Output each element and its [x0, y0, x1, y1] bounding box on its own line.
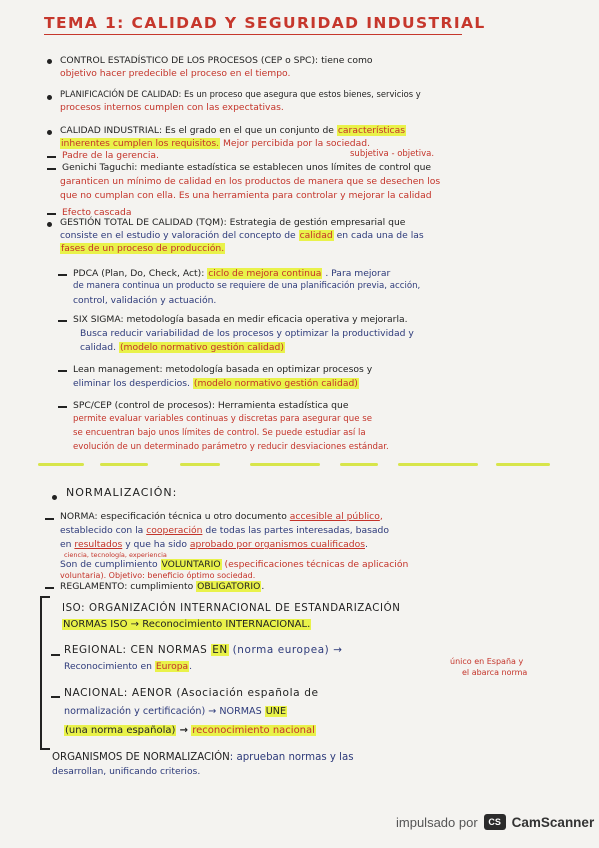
- text-line: Genichi Taguchi: mediante estadística se establecen unos límites de control que: [62, 162, 432, 173]
- text-line: objetivo hacer predecible el proceso en el tiempo.: [60, 68, 291, 79]
- text-line: se encuentran bajo unos límites de control. Se puede estudiar así la: [73, 428, 366, 438]
- text-line: voluntaria). Objetivo: beneficio óptimo sociedad.: [60, 571, 256, 580]
- bullet-icon: [47, 222, 52, 227]
- dash-marker: [51, 654, 60, 656]
- text-line: en: [60, 539, 72, 550]
- text-line: ,: [379, 511, 383, 522]
- text-line: .: [365, 539, 368, 550]
- text-line: subjetiva - objetiva.: [350, 149, 435, 159]
- annotation: el abarca norma: [462, 668, 528, 677]
- highlighted-text: Europa: [155, 661, 189, 672]
- dash-marker: [58, 370, 67, 372]
- text-line: permite evaluar variables continuas y discretas para asegurar que se: [73, 414, 372, 424]
- text-line: desarrollan, unificando criterios.: [52, 766, 201, 777]
- text-line: REGIONAL: CEN NORMAS: [64, 644, 208, 656]
- text-line: .: [189, 661, 193, 672]
- title-underline: [44, 34, 462, 35]
- text-line: evolución de un determinado parámetro y reducir desviaciones estándar.: [73, 442, 389, 452]
- camscanner-logo-icon: CS: [484, 814, 506, 830]
- dash-marker: [47, 213, 56, 215]
- text-line: Efecto cascada: [62, 207, 132, 218]
- text-line: NORMA: especificación técnica u otro documento: [60, 511, 287, 522]
- dash-marker: [45, 587, 54, 589]
- text-line: SPC/CEP (control de procesos): Herramienta estadística que: [73, 400, 349, 411]
- highlighter-divider: [100, 463, 148, 466]
- text-line: garanticen un mínimo de calidad en los productos de manera que se desechen los: [60, 176, 441, 187]
- highlighter-divider: [180, 463, 220, 466]
- underlined-text: accesible al público: [289, 511, 380, 522]
- text-line: que no cumplan con ella. Es una herramienta para controlar y mejorar la calidad: [60, 190, 432, 201]
- highlighted-text: fases de un proceso de producción.: [61, 243, 225, 254]
- text-line: PDCA (Plan, Do, Check, Act):: [73, 268, 205, 279]
- text-line: eliminar los desperdicios.: [73, 378, 190, 389]
- bullet-icon: [47, 59, 52, 64]
- highlighted-text: (modelo normativo gestión calidad): [193, 378, 358, 389]
- text-line: calidad.: [80, 342, 117, 353]
- text-line: Padre de la gerencia.: [62, 150, 159, 161]
- text-line: (especificaciones técnicas de aplicación: [224, 559, 409, 570]
- dash-marker: [47, 168, 56, 170]
- text-line: CONTROL ESTADÍSTICO DE LOS PROCESOS (CEP o SPC): tiene como: [60, 55, 373, 66]
- section-heading: ORGANISMOS DE NORMALIZACIÓN: [52, 752, 230, 763]
- text-line: Lean management: metodología basada en optimizar procesos y: [73, 364, 373, 375]
- section-heading: NORMALIZACIÓN:: [66, 486, 178, 499]
- camscanner-watermark: [396, 814, 594, 830]
- text-line: : aprueban normas y las: [229, 752, 354, 763]
- text-line: ciencia, tecnología, experiencia: [64, 551, 167, 559]
- text-line: PLANIFICACIÓN DE CALIDAD: Es un proceso que asegura que estos bienes, servicios y: [60, 89, 421, 99]
- group-bracket: [40, 596, 50, 750]
- text-line: normalización y certificación) → NORMAS: [64, 706, 262, 717]
- underlined-text: aprobado por organismos cualificados: [189, 539, 365, 550]
- text-line: CALIDAD INDUSTRIAL: Es el grado en el que un conjunto de: [60, 125, 334, 136]
- text-line: procesos internos cumplen con las expectativas.: [60, 102, 284, 113]
- bullet-icon: [52, 495, 57, 500]
- dash-marker: [51, 696, 60, 698]
- text-line: consiste en el estudio y valoración del concepto de: [60, 230, 296, 241]
- dash-marker: [45, 518, 54, 520]
- highlighter-divider: [496, 463, 550, 466]
- dash-marker: [58, 406, 67, 408]
- highlighted-text: EN: [212, 644, 228, 656]
- text-line: control, validación y actuación.: [73, 295, 217, 306]
- text-line: establecido con la: [60, 525, 144, 536]
- bullet-icon: [47, 95, 52, 100]
- highlighter-divider: [250, 463, 320, 466]
- dash-marker: [58, 320, 67, 322]
- dash-marker: [58, 274, 67, 276]
- highlighted-text: VOLUNTARIO: [161, 559, 221, 570]
- bullet-icon: [47, 130, 52, 135]
- highlighted-text: inherentes cumplen los requisitos.: [61, 138, 220, 149]
- brand-name: CamScanner: [511, 814, 595, 830]
- annotation: único en España y: [450, 657, 524, 666]
- page-title: TEMA 1: CALIDAD Y SEGURIDAD INDUSTRIAL: [44, 14, 486, 32]
- highlighted-text: UNE: [265, 706, 287, 717]
- highlighted-text: OBLIGATORIO: [197, 581, 261, 592]
- highlighter-divider: [38, 463, 84, 466]
- text-line: y que ha sido: [125, 539, 187, 550]
- text-line: NACIONAL: AENOR (Asociación española de: [64, 687, 319, 699]
- highlighted-text: (modelo normativo gestión calidad): [119, 342, 284, 353]
- text-line: (norma europea) →: [232, 644, 343, 656]
- text-line: ISO: ORGANIZACIÓN INTERNACIONAL DE ESTANDARIZACIÓN: [62, 603, 401, 614]
- text-line: Son de cumplimiento: [60, 559, 158, 570]
- text-line: . Para mejorar: [325, 268, 391, 279]
- underlined-text: resultados: [74, 539, 123, 550]
- text-line: REGLAMENTO: cumplimiento: [60, 581, 194, 592]
- text-line: .: [261, 581, 265, 592]
- highlighted-text: reconocimiento nacional: [192, 725, 315, 736]
- text-line: Busca reducir variabilidad de los procesos y optimizar la productividad y: [80, 328, 414, 339]
- highlighter-divider: [340, 463, 378, 466]
- arrow-text: →: [179, 725, 189, 736]
- text-line: Reconocimiento en: [64, 661, 152, 672]
- highlighter-divider: [398, 463, 478, 466]
- dash-marker: [47, 156, 56, 158]
- text-line: GESTIÓN TOTAL DE CALIDAD (TQM): Estrategia de gestión empresarial que: [60, 217, 406, 228]
- highlighted-text: características: [337, 125, 406, 136]
- text-line: de todas las partes interesadas, basado: [205, 525, 389, 536]
- text-line: de manera continua un producto se requiere de una planificación previa, acción,: [73, 281, 421, 291]
- footer-text: impulsado por: [396, 814, 478, 830]
- highlighted-text: (una norma española): [65, 725, 176, 736]
- highlighted-text: ciclo de mejora continua: [208, 268, 322, 279]
- text-line: SIX SIGMA: metodología basada en medir eficacia operativa y mejorarla.: [73, 314, 408, 325]
- underlined-text: cooperación: [146, 525, 203, 536]
- highlighted-text: NORMAS ISO → Reconocimiento INTERNACIONAL.: [63, 619, 311, 630]
- highlighted-text: calidad: [299, 230, 333, 241]
- text-line: en cada una de las: [336, 230, 424, 241]
- text-line: Mejor percibida por la sociedad.: [222, 138, 370, 149]
